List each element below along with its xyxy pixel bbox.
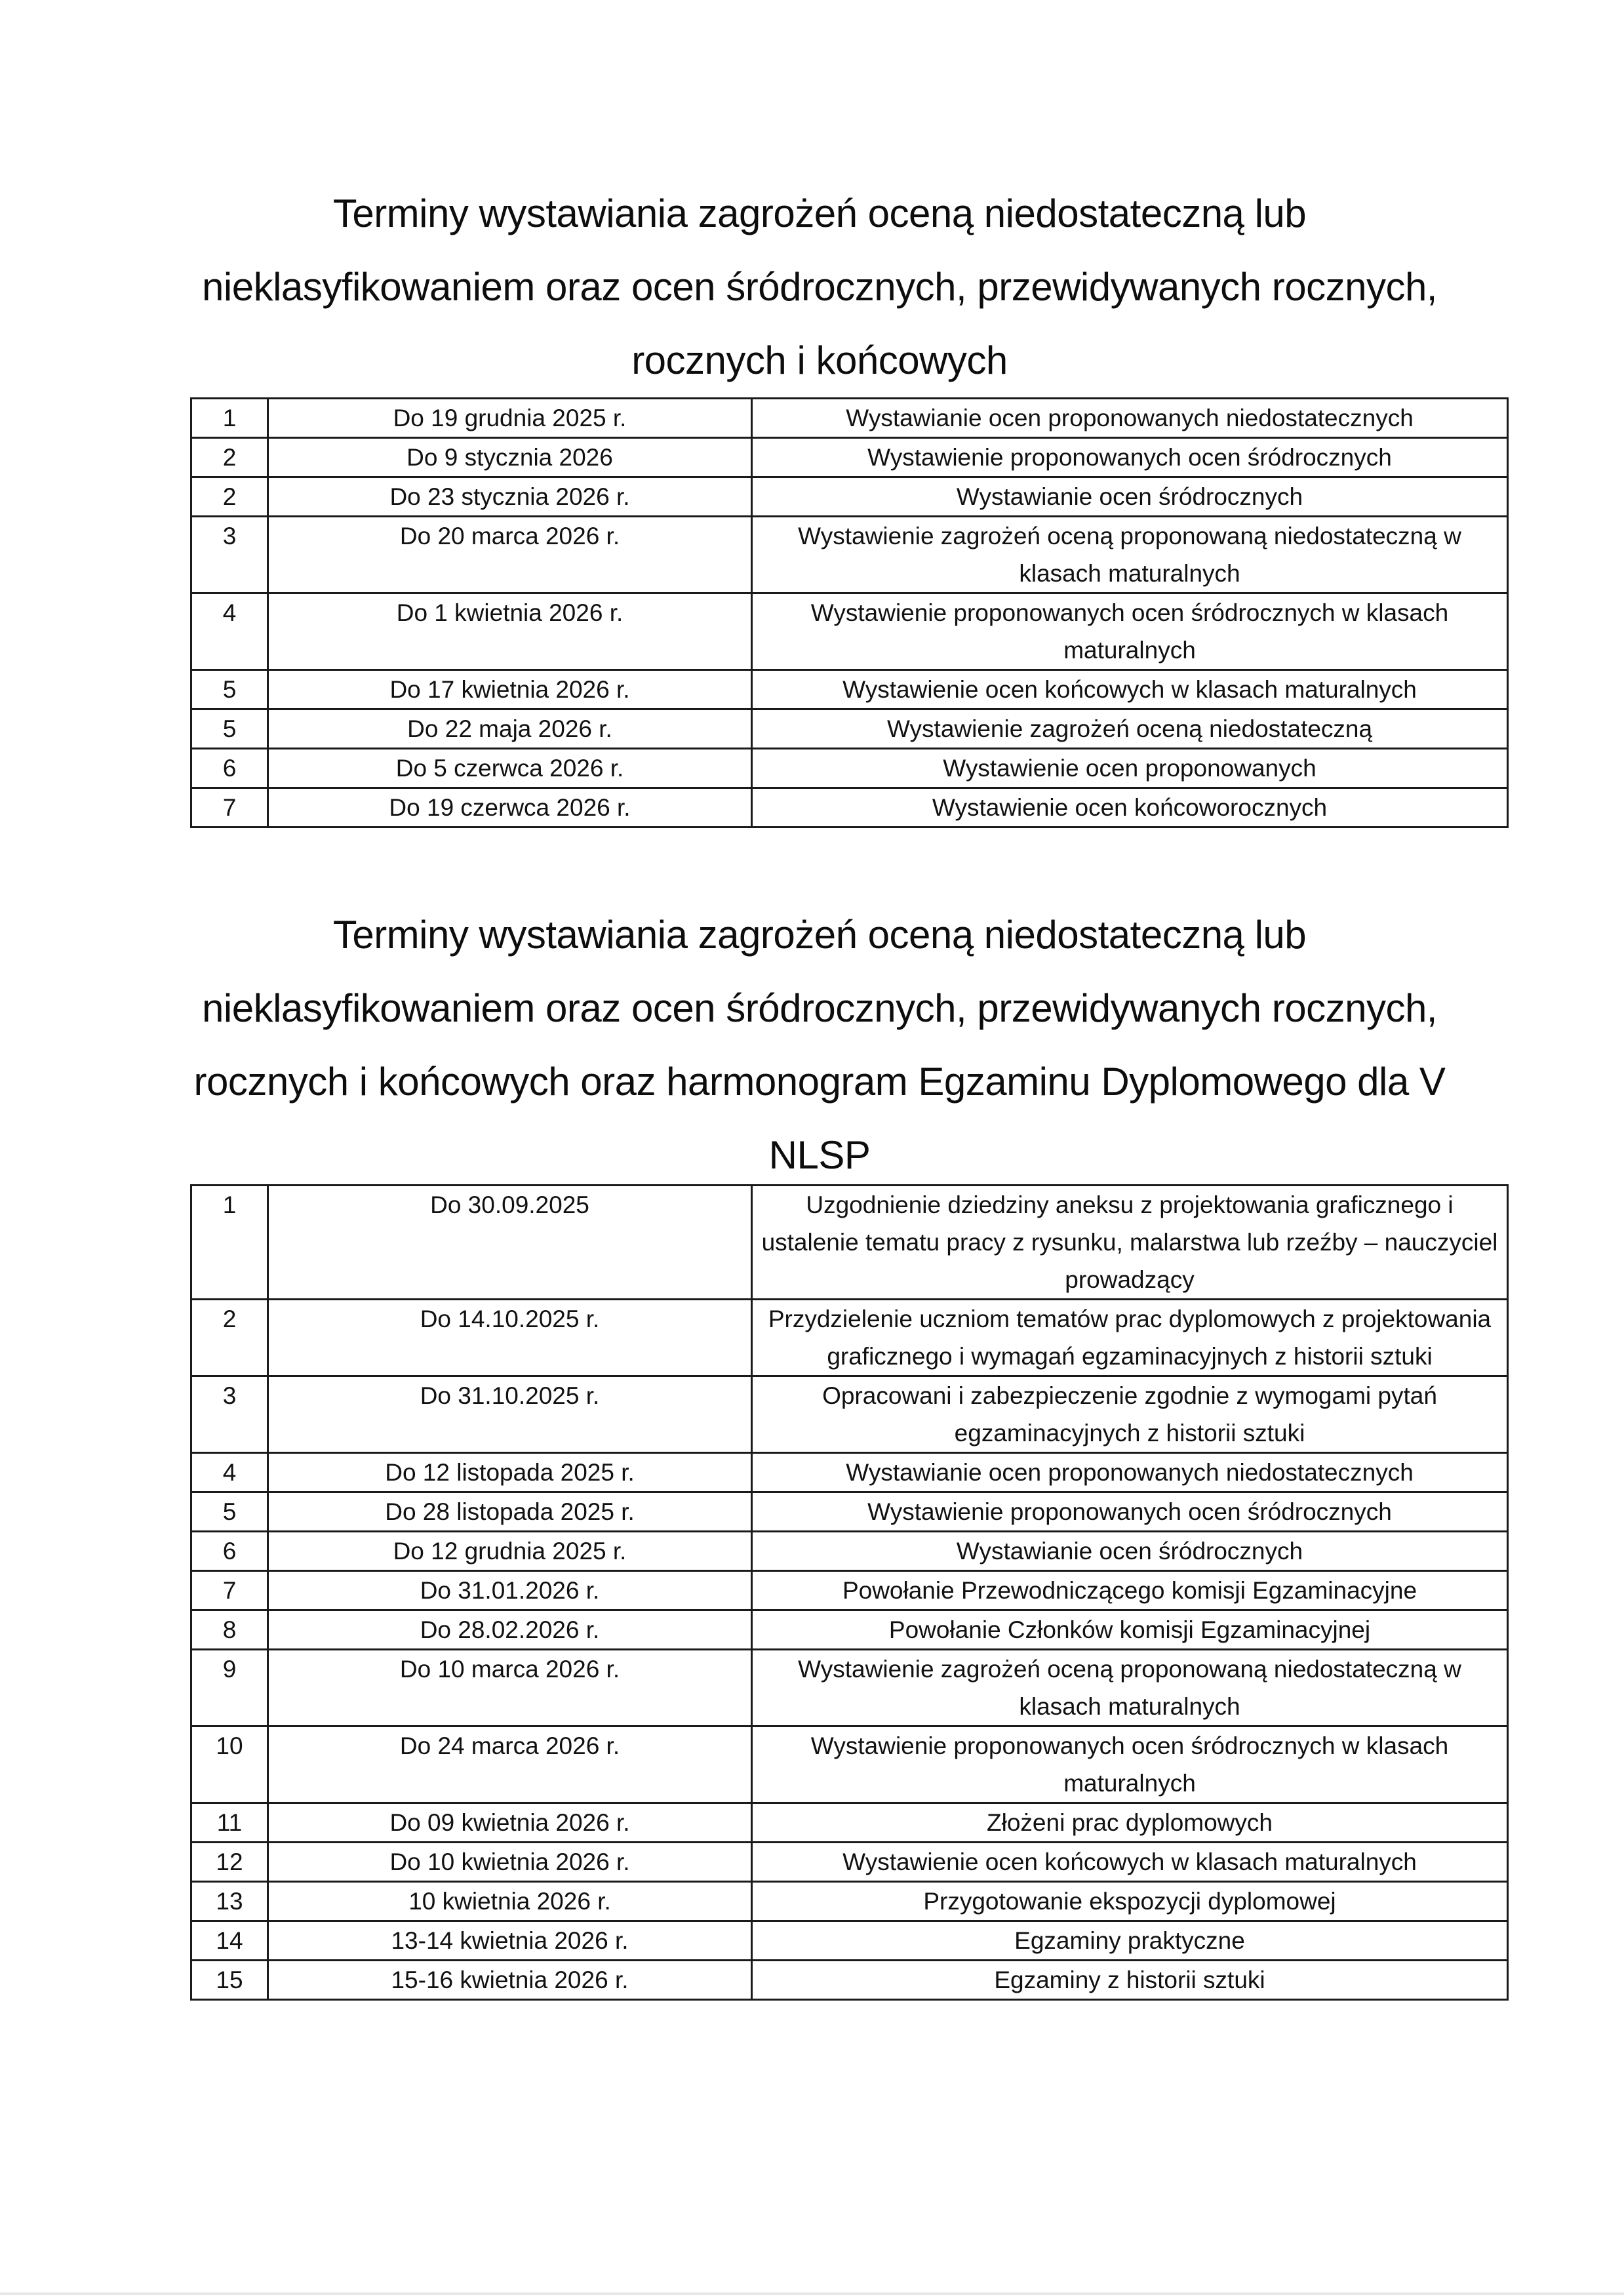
table-row	[191, 1882, 1508, 1921]
table-row	[191, 477, 1508, 517]
row-number: 1	[191, 399, 268, 438]
row-description: Wystawienie proponowanych ocen śródrocznych w klasach maturalnych	[752, 593, 1508, 670]
row-date: Do 5 czerwca 2026 r.	[268, 749, 752, 788]
row-date: Do 19 grudnia 2025 r.	[268, 399, 752, 438]
table-row	[191, 399, 1508, 438]
table-row	[191, 1453, 1508, 1492]
row-description: Wystawienie ocen końcowych w klasach maturalnych	[752, 1843, 1508, 1882]
row-date: Do 28 listopada 2025 r.	[268, 1492, 752, 1532]
row-description: Przydzielenie uczniom tematów prac dyplomowych z projektowania graficznego i wymagań egzaminacyjnych z historii sztuki	[752, 1300, 1508, 1376]
row-date: Do 31.01.2026 r.	[268, 1571, 752, 1610]
row-description: Przygotowanie ekspozycji dyplomowej	[752, 1882, 1508, 1921]
table-row	[191, 1726, 1508, 1803]
row-description: Wystawienie proponowanych ocen śródrocznych	[752, 1492, 1508, 1532]
table-row	[191, 438, 1508, 477]
row-date: Do 12 listopada 2025 r.	[268, 1453, 752, 1492]
row-description: Wystawienie proponowanych ocen śródrocznych	[752, 438, 1508, 477]
row-number: 5	[191, 1492, 268, 1532]
row-date: Do 1 kwietnia 2026 r.	[268, 593, 752, 670]
schedule-table-2	[190, 1184, 1509, 2001]
row-description: Egzaminy z historii sztuki	[752, 1961, 1508, 2000]
row-description: Uzgodnienie dziedziny aneksu z projektowania graficznego i ustalenie tematu pracy z rysunku, malarstwa lub rzeźby – nauczyciel prowadzący	[752, 1186, 1508, 1300]
page-bottom-edge	[0, 2292, 1624, 2295]
row-date: Do 30.09.2025	[268, 1186, 752, 1300]
row-number: 3	[191, 1376, 268, 1453]
row-date: Do 28.02.2026 r.	[268, 1610, 752, 1650]
row-date: Do 10 marca 2026 r.	[268, 1650, 752, 1726]
row-number: 6	[191, 749, 268, 788]
table-row	[191, 1961, 1508, 2000]
table-row	[191, 1571, 1508, 1610]
row-number: 6	[191, 1532, 268, 1571]
table-row	[191, 788, 1508, 828]
section-2-title: Terminy wystawiania zagrożeń oceną niedostateczną lub nieklasyfikowaniem oraz ocen śródrocznych, przewidywanych rocznych, rocznych i końcowych oraz harmonogram Egzaminu Dyplomowego dla V NLSP	[193, 913, 1446, 1177]
row-description: Wystawienie zagrożeń oceną proponowaną niedostateczną w klasach maturalnych	[752, 517, 1508, 593]
row-number: 5	[191, 670, 268, 709]
table-row	[191, 670, 1508, 709]
table-row	[191, 1532, 1508, 1571]
row-date: 13-14 kwietnia 2026 r.	[268, 1921, 752, 1961]
row-number: 7	[191, 1571, 268, 1610]
row-description: Wystawienie ocen proponowanych	[752, 749, 1508, 788]
section-1-title: Terminy wystawiania zagrożeń oceną niedostateczną lub nieklasyfikowaniem oraz ocen śródrocznych, przewidywanych rocznych, rocznych i końcowych	[202, 191, 1437, 382]
table-row	[191, 1300, 1508, 1376]
row-date: Do 14.10.2025 r.	[268, 1300, 752, 1376]
table-row	[191, 1610, 1508, 1650]
row-description: Wystawienie ocen końcoworocznych	[752, 788, 1508, 828]
row-date: 15-16 kwietnia 2026 r.	[268, 1961, 752, 2000]
table-row	[191, 1186, 1508, 1300]
row-date: Do 31.10.2025 r.	[268, 1376, 752, 1453]
row-description: Wystawianie ocen śródrocznych	[752, 1532, 1508, 1571]
row-number: 2	[191, 477, 268, 517]
table-row	[191, 1843, 1508, 1882]
schedule-table-1	[190, 397, 1509, 828]
table-row	[191, 709, 1508, 749]
row-number: 2	[191, 1300, 268, 1376]
row-date: Do 22 maja 2026 r.	[268, 709, 752, 749]
row-description: Wystawienie ocen końcowych w klasach maturalnych	[752, 670, 1508, 709]
row-date: Do 09 kwietnia 2026 r.	[268, 1803, 752, 1843]
row-description: Wystawienie zagrożeń oceną proponowaną niedostateczną w klasach maturalnych	[752, 1650, 1508, 1726]
row-number: 2	[191, 438, 268, 477]
row-description: Wystawianie ocen proponowanych niedostatecznych	[752, 1453, 1508, 1492]
row-number: 14	[191, 1921, 268, 1961]
row-number: 8	[191, 1610, 268, 1650]
table-row	[191, 1803, 1508, 1843]
table-row	[191, 749, 1508, 788]
row-date: Do 12 grudnia 2025 r.	[268, 1532, 752, 1571]
row-description: Egzaminy praktyczne	[752, 1921, 1508, 1961]
row-date: Do 17 kwietnia 2026 r.	[268, 670, 752, 709]
table-row	[191, 593, 1508, 670]
row-date: Do 9 stycznia 2026	[268, 438, 752, 477]
row-number: 12	[191, 1843, 268, 1882]
row-number: 4	[191, 1453, 268, 1492]
table-row	[191, 1376, 1508, 1453]
row-date: Do 10 kwietnia 2026 r.	[268, 1843, 752, 1882]
row-description: Złożeni prac dyplomowych	[752, 1803, 1508, 1843]
row-number: 11	[191, 1803, 268, 1843]
row-number: 5	[191, 709, 268, 749]
table-row	[191, 1650, 1508, 1726]
row-date: Do 23 stycznia 2026 r.	[268, 477, 752, 517]
row-number: 4	[191, 593, 268, 670]
row-description: Wystawienie proponowanych ocen śródrocznych w klasach maturalnych	[752, 1726, 1508, 1803]
row-date: Do 24 marca 2026 r.	[268, 1726, 752, 1803]
table-row	[191, 1921, 1508, 1961]
row-number: 13	[191, 1882, 268, 1921]
row-description: Powołanie Członków komisji Egzaminacyjnej	[752, 1610, 1508, 1650]
table-row	[191, 517, 1508, 593]
row-number: 15	[191, 1961, 268, 2000]
row-description: Wystawienie zagrożeń oceną niedostateczną	[752, 709, 1508, 749]
row-number: 9	[191, 1650, 268, 1726]
row-description: Wystawianie ocen śródrocznych	[752, 477, 1508, 517]
row-description: Wystawianie ocen proponowanych niedostatecznych	[752, 399, 1508, 438]
row-description: Opracowani i zabezpieczenie zgodnie z wymogami pytań egzaminacyjnych z historii sztuki	[752, 1376, 1508, 1453]
row-date: Do 19 czerwca 2026 r.	[268, 788, 752, 828]
row-date: Do 20 marca 2026 r.	[268, 517, 752, 593]
row-description: Powołanie Przewodniczącego komisji Egzaminacyjne	[752, 1571, 1508, 1610]
table-row	[191, 1492, 1508, 1532]
row-number: 10	[191, 1726, 268, 1803]
row-number: 7	[191, 788, 268, 828]
row-date: 10 kwietnia 2026 r.	[268, 1882, 752, 1921]
row-number: 1	[191, 1186, 268, 1300]
row-number: 3	[191, 517, 268, 593]
